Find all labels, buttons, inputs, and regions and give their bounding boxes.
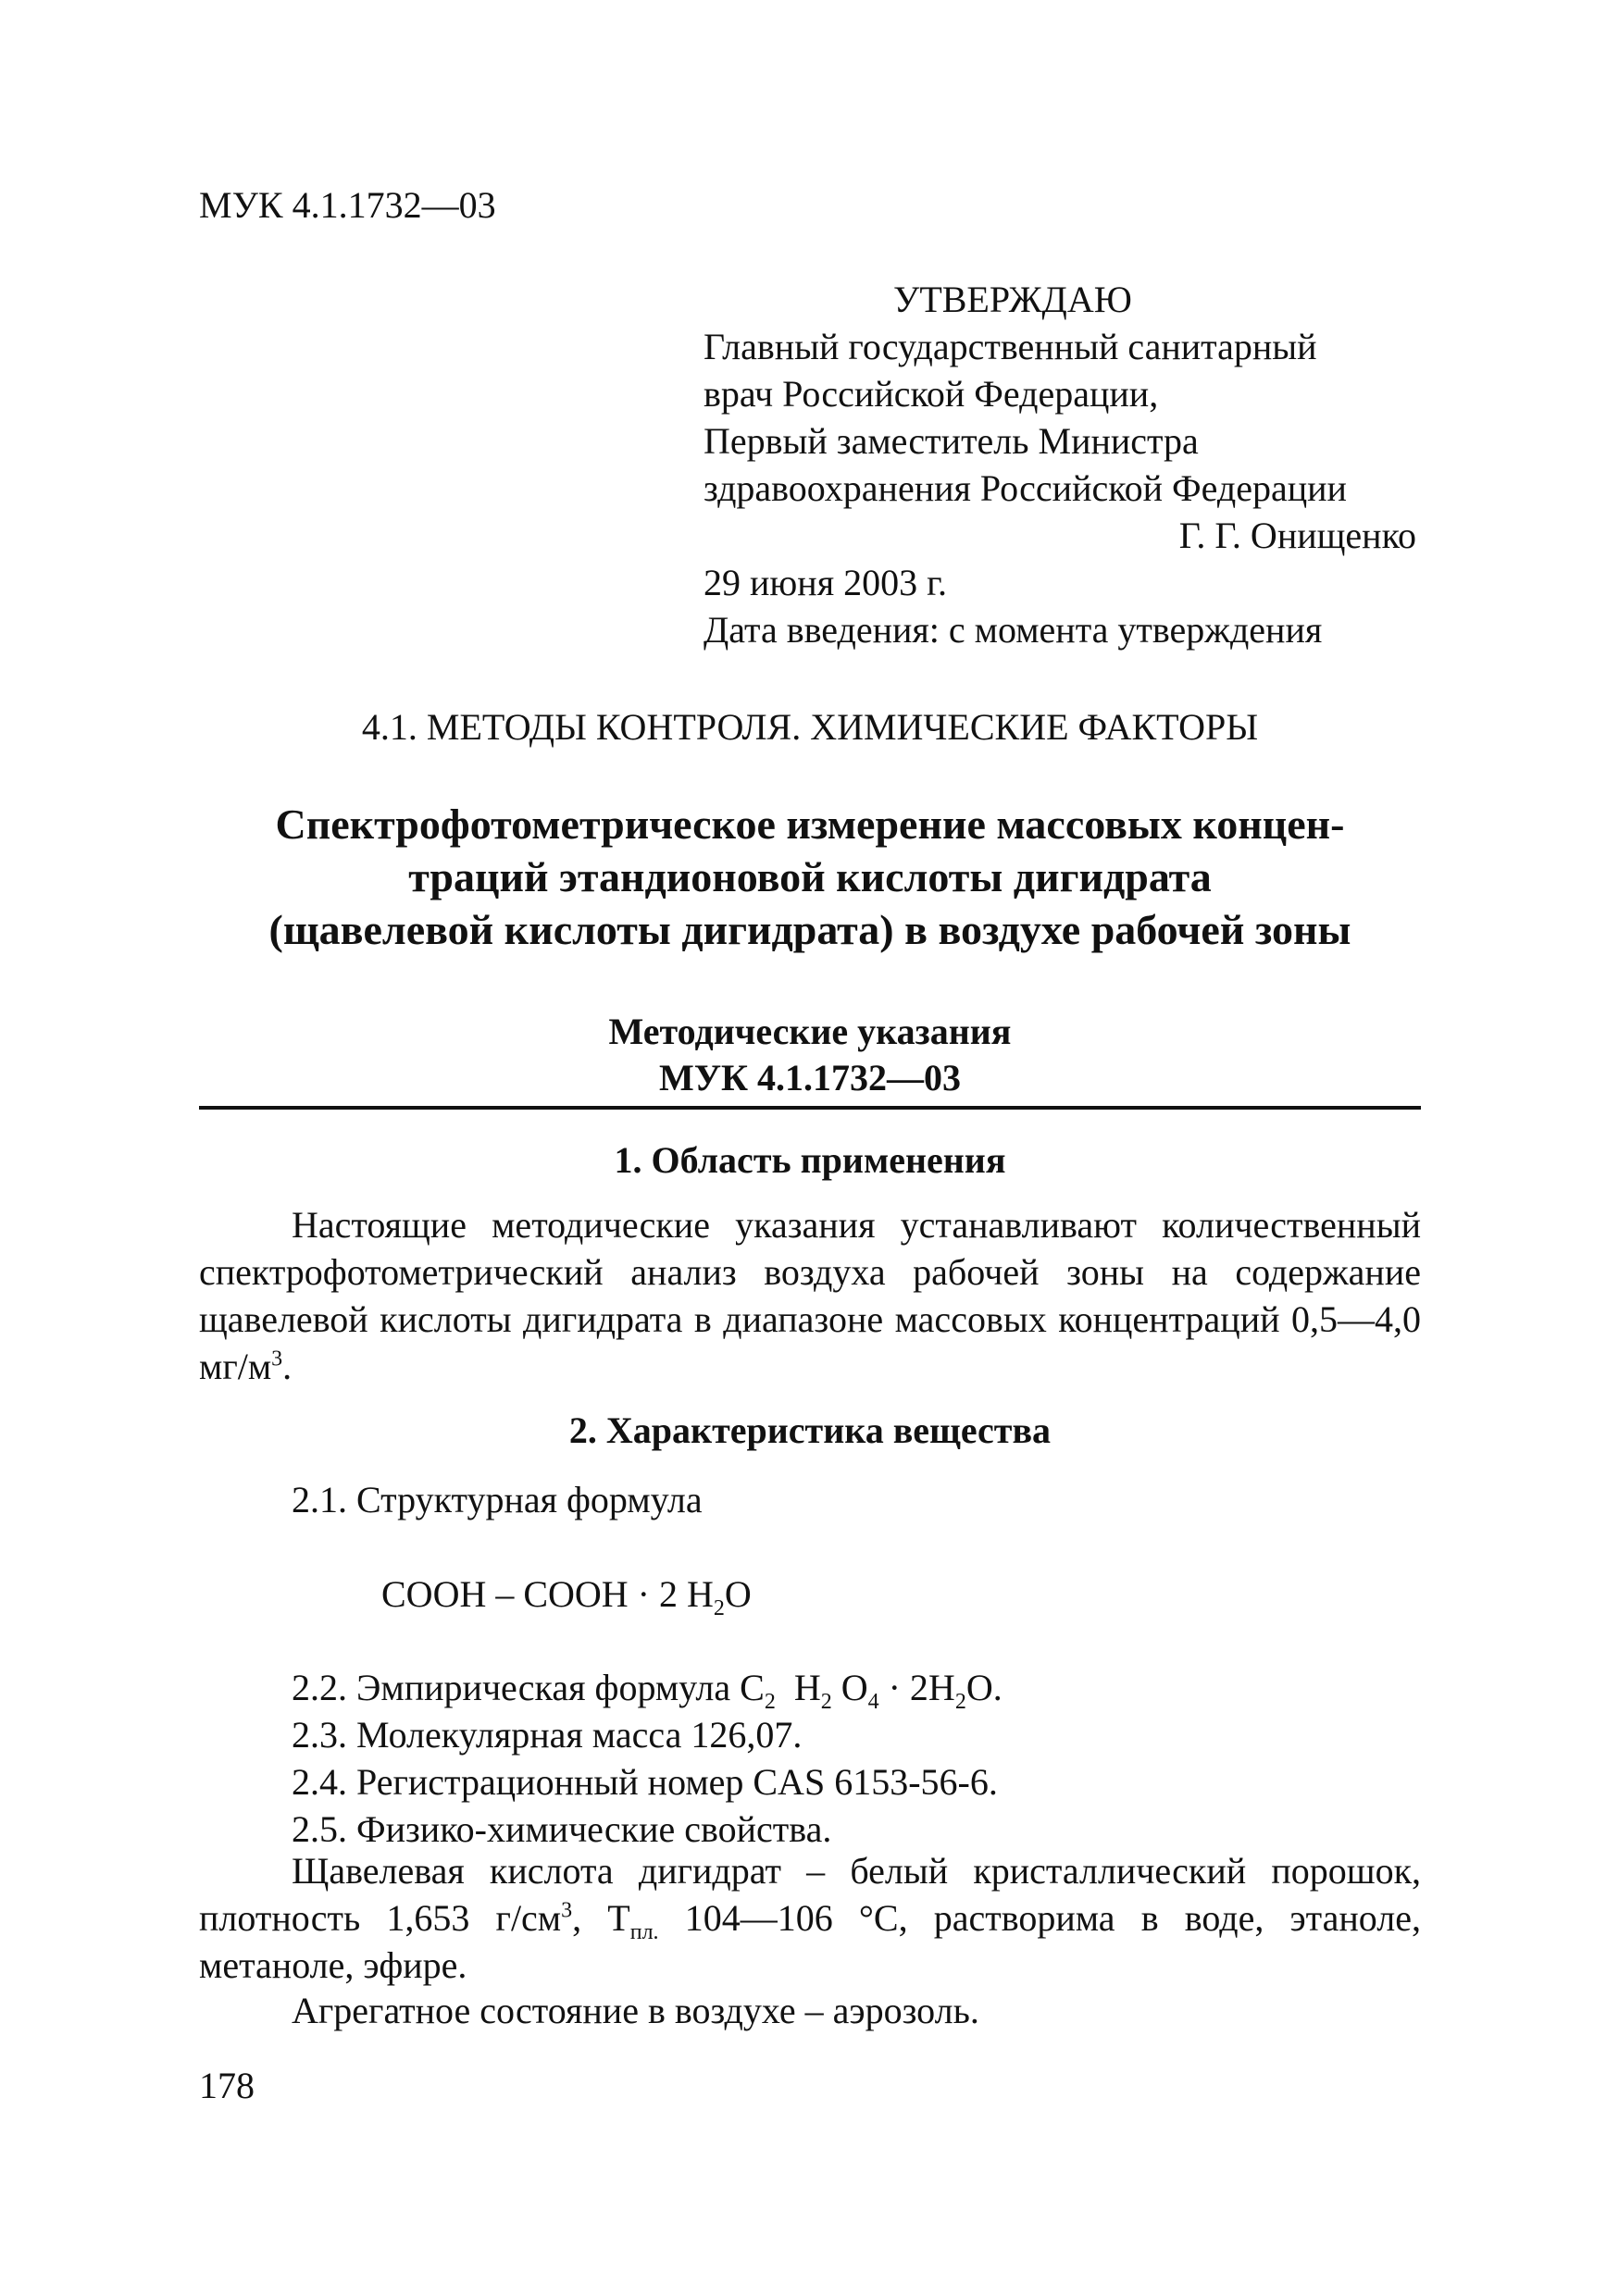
- horizontal-rule: [199, 1106, 1421, 1110]
- title-line: (щавелевой кислоты дигидрата) в воздухе рабочей зоны: [268, 906, 1351, 953]
- structural-formula: COOH – COOH · 2 $H_2O$: [381, 1573, 752, 1620]
- item-2-5: 2.5. Физико-химические свойства.: [292, 1808, 832, 1850]
- approval-effective-date: Дата введения: с момента утверждения: [704, 609, 1323, 651]
- approval-date: 29 июня 2003 г.: [704, 562, 947, 603]
- item-2-4: 2.4. Регистрационный номер CAS 6153-56-6.: [292, 1761, 998, 1803]
- section-1-heading: 1. Область применения: [614, 1139, 1006, 1181]
- aggregate-state: Агрегатное состояние в воздухе – аэрозоль.: [292, 1990, 979, 2031]
- subtitle-line: МУК 4.1.1732—03: [658, 1057, 962, 1098]
- section-2-heading: 2. Характеристика вещества: [568, 1409, 1052, 1451]
- property-list: [292, 1664, 1003, 1853]
- item-2-3: 2.3. Молекулярная масса 126,07.: [292, 1714, 803, 1756]
- section-heading: 4.1. МЕТОДЫ КОНТРОЛЯ. ХИМИЧЕСКИЕ ФАКТОРЫ: [361, 706, 1259, 748]
- approval-line: врач Российской Федерации,: [704, 373, 1159, 415]
- item-2-2: 2.2. Эмпирическая формула $C_2$ $H_2$ $O_4 \cdot 2H_2O$.: [292, 1667, 1003, 1714]
- approval-line: здравоохранения Российской Федерации: [704, 467, 1347, 509]
- document-subtitle: [199, 1009, 1421, 1101]
- approval-heading: УТВЕРЖДАЮ: [893, 279, 1132, 320]
- section-1-paragraph: Настоящие методические указания устанавливают количественный спектрофотометрический анализ воздуха рабочей зоны на содержание щавелевой кислоты дигидрата в диапазоне массовых концентраций 0,5—4,0 $мг/м^3$.: [199, 1204, 1421, 1387]
- approval-block: [704, 276, 1416, 653]
- approval-line: Главный государственный санитарный: [704, 326, 1317, 367]
- subtitle-line: Методические указания: [608, 1011, 1012, 1052]
- title-line: траций этандионовой кислоты дигидрата: [408, 853, 1212, 900]
- document-title: [199, 798, 1421, 956]
- approval-signer: Г. Г. Онищенко: [1178, 515, 1416, 556]
- document-code: МУК 4.1.1732—03: [199, 184, 496, 226]
- title-line: Спектрофотометрическое измерение массовых концен-: [275, 800, 1345, 848]
- page-number: 178: [199, 2065, 255, 2106]
- item-2-1: 2.1. Структурная формула: [292, 1479, 703, 1520]
- properties-paragraph: Щавелевая кислота дигидрат – белый кристаллический порошок, плотность 1,653 $г/см^3$, $Т_{пл.}$ 104—106 °С, растворима в воде, этаноле, метаноле, эфире.: [199, 1850, 1421, 1986]
- approval-line: Первый заместитель Министра: [704, 420, 1199, 462]
